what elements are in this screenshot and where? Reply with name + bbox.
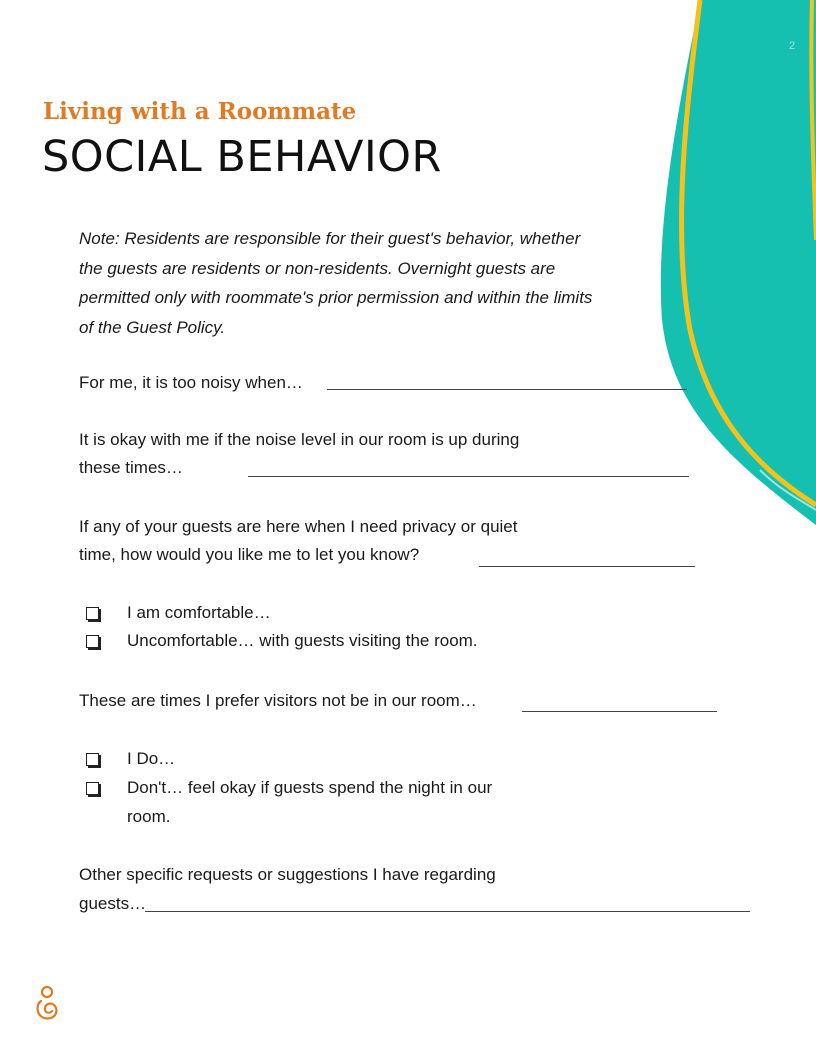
question-other-line1: Other specific requests or suggestions I have regarding: [79, 865, 496, 884]
question-privacy-line2: time, how would you like me to let you know?: [79, 545, 420, 564]
person-logo-icon: [34, 985, 60, 1021]
option-dont: Don't… feel okay if guests spend the night in our: [127, 778, 493, 797]
option-comfortable: I am comfortable…: [127, 603, 271, 622]
answer-line-other[interactable]: [145, 911, 750, 912]
option-i-do: I Do…: [127, 749, 176, 768]
guest-policy-note: Note: Residents are responsible for their guest's behavior, whether the guests are residents or non-residents. Overnight guests are permitted only with roommate's prior permission and within the limits of the Guest Policy.: [79, 229, 593, 337]
answer-line-too-noisy[interactable]: [327, 389, 687, 390]
page-title: SOCIAL BEHAVIOR: [42, 132, 442, 182]
answer-line-privacy[interactable]: [479, 566, 695, 567]
question-privacy-line1: If any of your guests are here when I need privacy or quiet: [79, 517, 518, 536]
option-dont-continued: room.: [127, 807, 171, 826]
checkbox-icon[interactable]: [86, 753, 99, 766]
page-number: 2: [789, 40, 796, 52]
question-visitor-times: These are times I prefer visitors not be in our room…: [79, 691, 477, 710]
checkbox-icon[interactable]: [86, 607, 99, 620]
question-other-line2: guests…: [79, 894, 147, 913]
page-subtitle: Living with a Roommate: [43, 98, 357, 125]
answer-line-noise-times[interactable]: [248, 476, 689, 477]
answer-line-visitor-times[interactable]: [522, 711, 717, 712]
question-noise-times-line1: It is okay with me if the noise level in our room is up during: [79, 430, 520, 449]
question-noise-times-line2: these times…: [79, 458, 183, 477]
question-too-noisy: For me, it is too noisy when…: [79, 373, 303, 392]
option-uncomfortable: Uncomfortable… with guests visiting the room.: [127, 631, 478, 650]
checkbox-icon[interactable]: [86, 782, 99, 795]
checkbox-icon[interactable]: [86, 635, 99, 648]
